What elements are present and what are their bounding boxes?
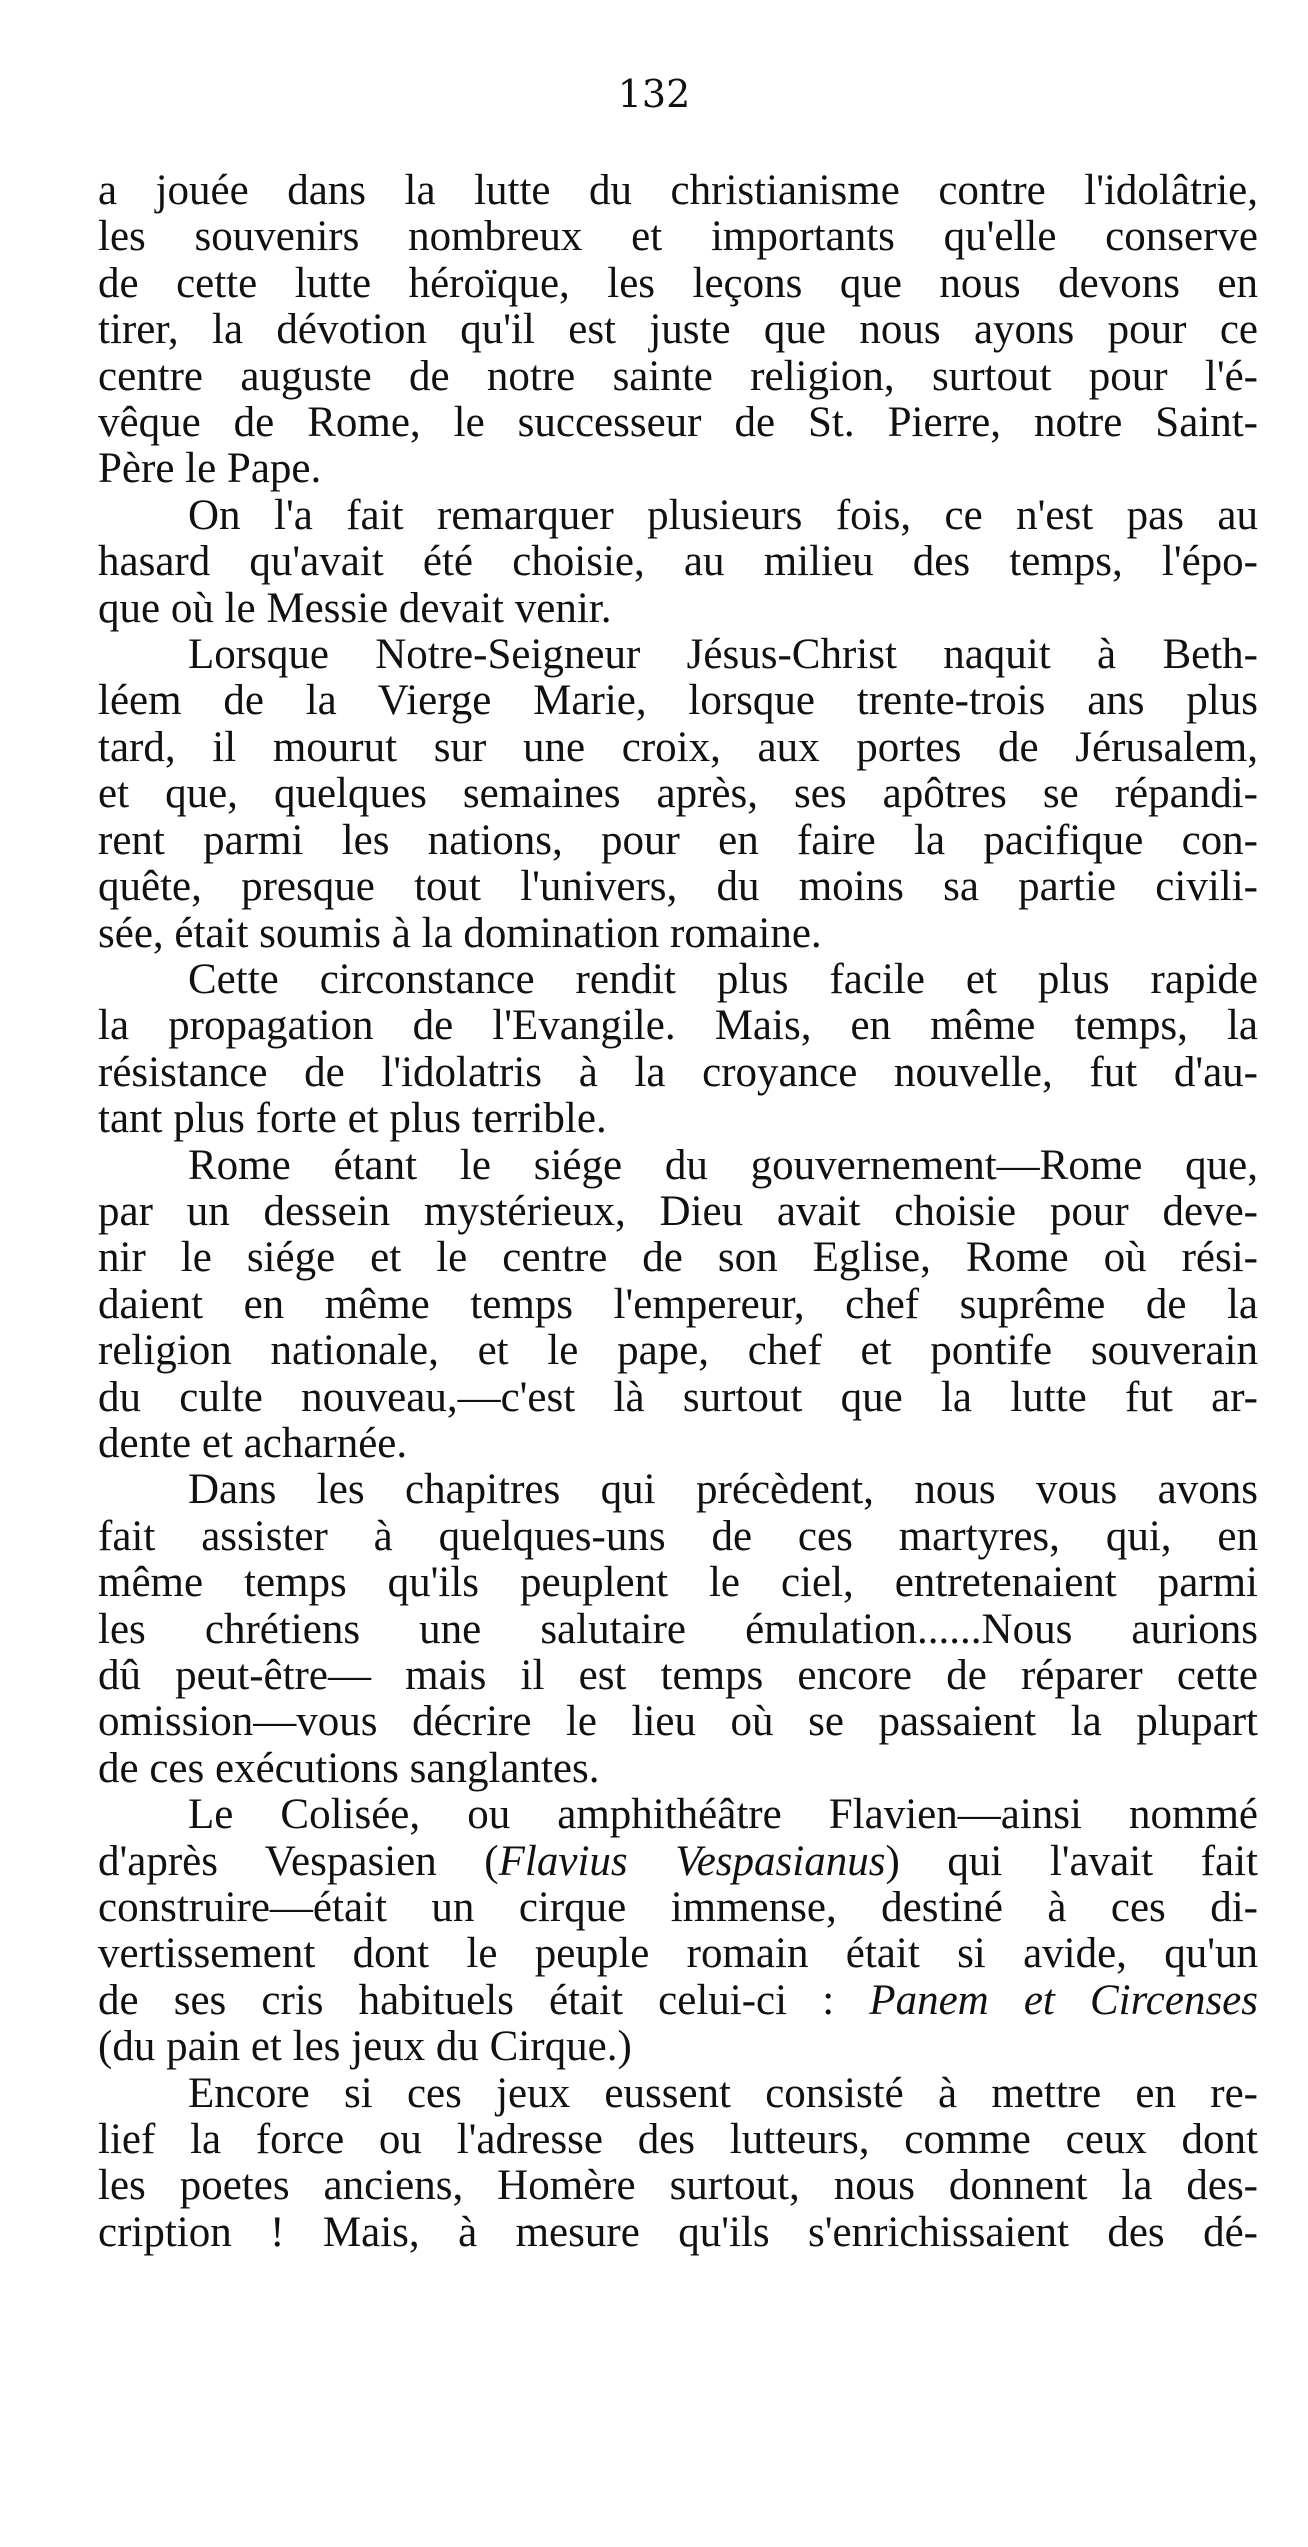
- text-line: nir le siége et le centre de son Eglise, Rome où rési-: [98, 1235, 1258, 1282]
- text-segment: de ses cris habituels était celui-ci :: [98, 1977, 870, 2024]
- text-line: les souvenirs nombreux et importants qu'elle conserve: [98, 214, 1258, 261]
- text-line: les chrétiens une salutaire émulation......Nous aurions: [98, 1606, 1258, 1653]
- text-line: tant plus forte et plus terrible.: [98, 1096, 607, 1143]
- text-line: léem de la Vierge Marie, lorsque trente-trois ans plus: [98, 678, 1258, 725]
- text-line: la propagation de l'Evangile. Mais, en même temps, la: [98, 1003, 1258, 1050]
- text-line: Le Colisée, ou amphithéâtre Flavien—ainsi nommé: [188, 1792, 1258, 1839]
- text-line: les poetes anciens, Homère surtout, nous donnent la des-: [98, 2163, 1258, 2210]
- page-number: 132: [617, 72, 691, 116]
- text-line: dente et acharnée.: [98, 1420, 408, 1467]
- text-line: On l'a fait remarquer plusieurs fois, ce n'est pas au: [188, 492, 1258, 539]
- text-line: Encore si ces jeux eussent consisté à mettre en re-: [188, 2070, 1258, 2117]
- italic-text: Panem et Circenses: [869, 1977, 1258, 2024]
- text-line: que où le Messie devait venir.: [98, 585, 612, 632]
- text-line: a jouée dans la lutte du christianisme contre l'idolâtrie,: [98, 168, 1258, 214]
- text-line: Cette circonstance rendit plus facile et plus rapide: [188, 956, 1258, 1003]
- text-line: par un dessein mystérieux, Dieu avait choisie pour deve-: [98, 1188, 1258, 1235]
- text-line: rent parmi les nations, pour en faire la pacifique con-: [98, 817, 1258, 864]
- text-segment: ) qui l'avait fait: [885, 1838, 1258, 1885]
- text-line: même temps qu'ils peuplent le ciel, entretenaient parmi: [98, 1560, 1258, 1607]
- text-line: et que, quelques semaines après, ses apôtres se répandi-: [98, 771, 1258, 818]
- text-line: résistance de l'idolatris à la croyance nouvelle, fut d'au-: [98, 1049, 1258, 1096]
- text-line: Rome étant le siége du gouvernement—Rome que,: [188, 1142, 1258, 1189]
- text-line: du culte nouveau,—c'est là surtout que la lutte fut ar-: [98, 1374, 1258, 1421]
- text-segment: d'après Vespasien (: [98, 1838, 499, 1885]
- text-line: lief la force ou l'adresse des lutteurs, comme ceux dont: [98, 2117, 1258, 2164]
- text-line: Père le Pape.: [98, 446, 322, 493]
- text-line: [98, 1978, 1258, 2024]
- body-text: [98, 168, 1258, 2256]
- text-line: dû peut-être— mais il est temps encore de réparer cette: [98, 1653, 1258, 1699]
- text-line: tard, il mourut sur une croix, aux portes de Jérusalem,: [98, 724, 1258, 771]
- text-line: Dans les chapitres qui précèdent, nous vous avons: [188, 1467, 1258, 1514]
- text-line: de ces exécutions sanglantes.: [98, 1745, 600, 1792]
- italic-text: Flavius Vespasianus: [498, 1838, 886, 1885]
- text-line: omission—vous décrire le lieu où se passaient la plupart: [98, 1699, 1258, 1746]
- text-line: (du pain et les jeux du Cirque.): [98, 2024, 632, 2071]
- text-line: sée, était soumis à la domination romaine.: [98, 910, 822, 957]
- text-line: tirer, la dévotion qu'il est juste que nous ayons pour ce: [98, 307, 1258, 354]
- text-line: religion nationale, et le pape, chef et pontife souverain: [98, 1328, 1258, 1375]
- text-line: daient en même temps l'empereur, chef suprême de la: [98, 1281, 1258, 1328]
- text-line: centre auguste de notre sainte religion, surtout pour l'é-: [98, 353, 1258, 400]
- text-line: hasard qu'avait été choisie, au milieu des temps, l'épo-: [98, 539, 1258, 586]
- text-line: fait assister à quelques-uns de ces martyres, qui, en: [98, 1513, 1258, 1560]
- text-line: quête, presque tout l'univers, du moins sa partie civili-: [98, 864, 1258, 911]
- text-line: Lorsque Notre-Seigneur Jésus-Christ naquit à Beth-: [188, 632, 1258, 679]
- text-line: construire—était un cirque immense, destiné à ces di-: [98, 1885, 1258, 1932]
- text-line: vêque de Rome, le successeur de St. Pierre, notre Saint-: [98, 400, 1258, 447]
- text-line: vertissement dont le peuple romain était si avide, qu'un: [98, 1931, 1258, 1978]
- text-line: [98, 1839, 1258, 1885]
- text-line: cription ! Mais, à mesure qu'ils s'enrichissaient des dé-: [98, 2209, 1258, 2256]
- text-line: de cette lutte héroïque, les leçons que nous devons en: [98, 260, 1258, 307]
